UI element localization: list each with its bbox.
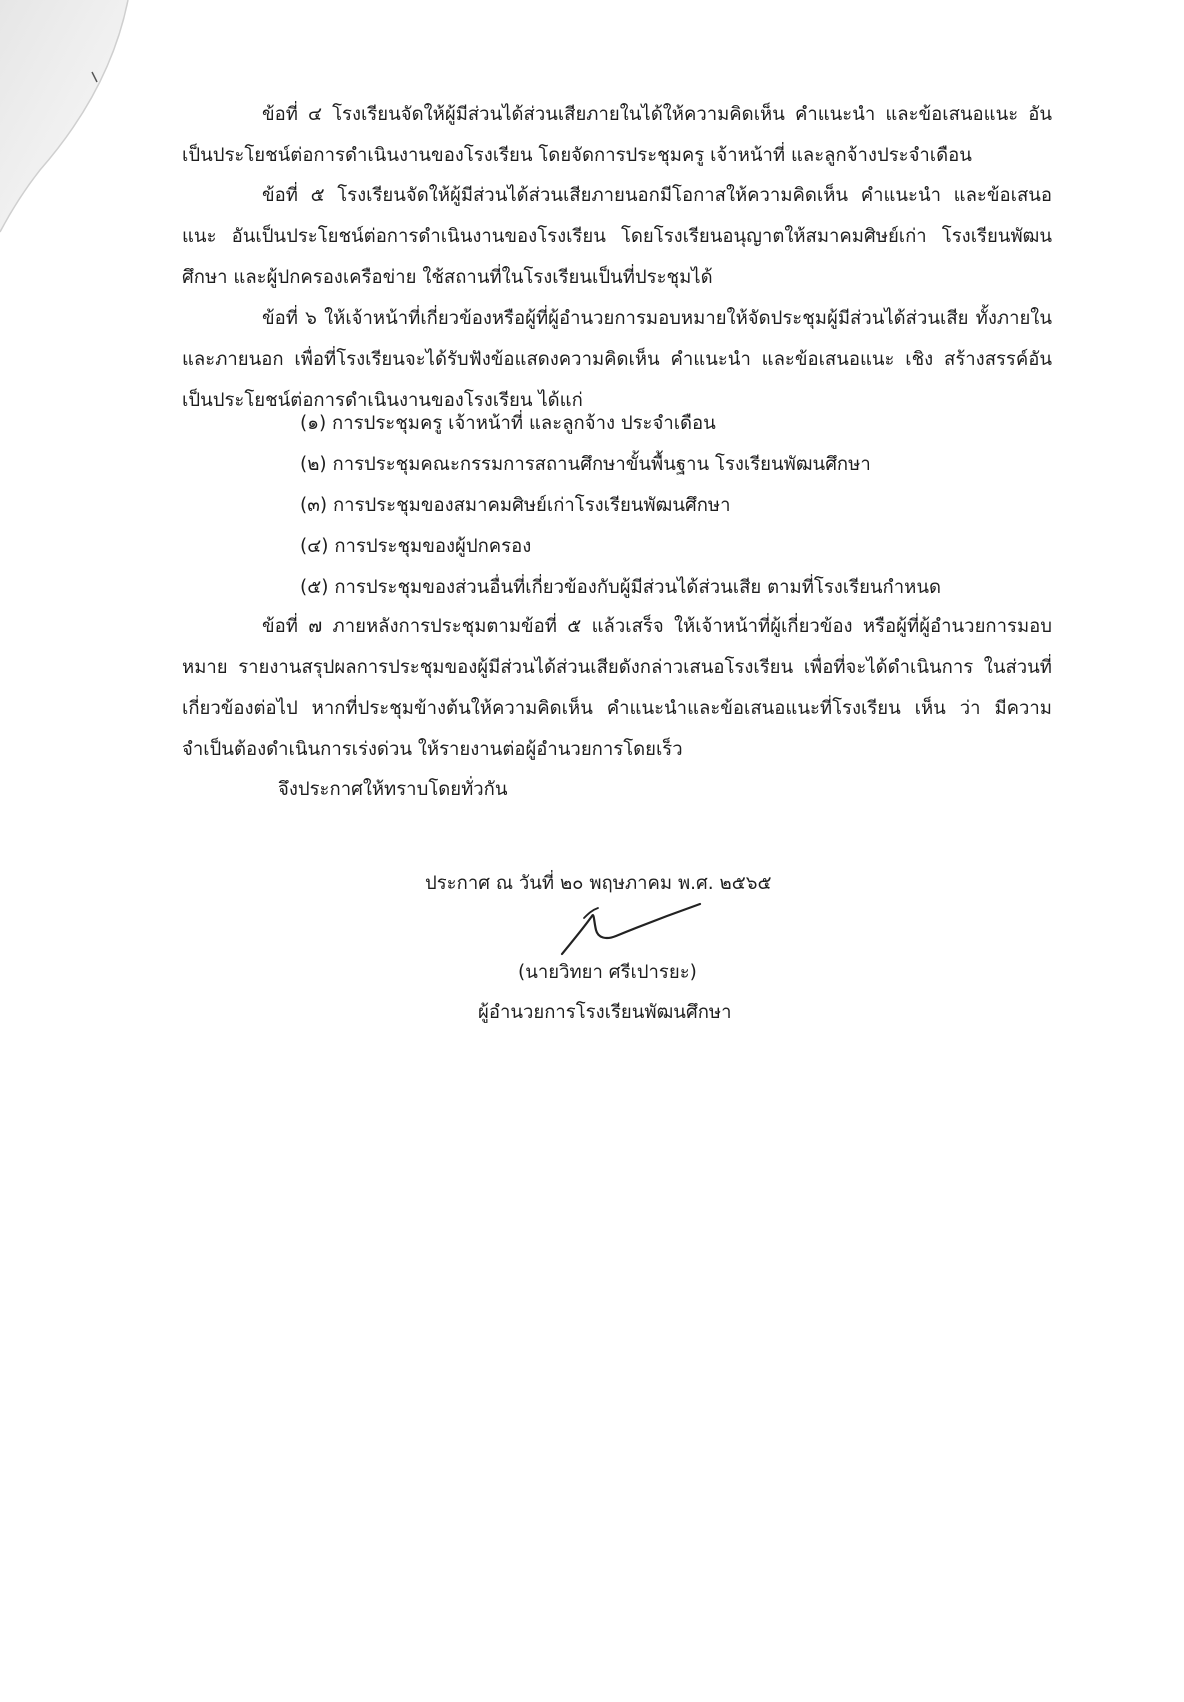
clause-4-paragraph: ข้อที่ ๔ โรงเรียนจัดให้ผู้มีส่วนได้ส่วนเสียภายในได้ให้ความคิดเห็น คำแนะนำ และข้อเสนอแนะ อันเป็นประโยชน์ต่อการดำเนินงานของโรงเรียน โดยจัดการประชุมครู เจ้าหน้าที่ และลูกจ้างประจำเดือน [182,104,1052,166]
meeting-list-item: (๑) การประชุมครู เจ้าหน้าที่ และลูกจ้าง ประจำเดือน [300,413,716,434]
clause-5-paragraph: ข้อที่ ๕ โรงเรียนจัดให้ผู้มีส่วนได้ส่วนเสียภายนอกมีโอกาสให้ความคิดเห็น คำแนะนำ และข้อเสนอแนะ อันเป็นประโยชน์ต่อการดำเนินงานของโรงเรียน โดยโรงเรียนอนุญาตให้สมาคมศิษย์เก่า โรงเรียนพัฒนศึกษา และผู้ปกครองเครือข่าย ใช้สถานที่ในโรงเรียนเป็นที่ประชุมได้ [182,185,1052,288]
clause-6-paragraph: ข้อที่ ๖ ให้เจ้าหน้าที่เกี่ยวข้องหรือผู้ที่ผู้อำนวยการมอบหมายให้จัดประชุมผู้มีส่วนได้ส่วนเสีย ทั้งภายในและภายนอก เพื่อที่โรงเรียนจะได้รับฟังข้อแสดงความคิดเห็น คำแนะนำ และข้อเสนอแนะ เชิง สร้างสรรค์อันเป็นประโยชน์ต่อการดำเนินงานของโรงเรียน ได้แก่ [182,308,1052,411]
meeting-list-item: (๒) การประชุมคณะกรรมการสถานศึกษาขั้นพื้นฐาน โรงเรียนพัฒนศึกษา [300,454,871,475]
signer-title: ผู้อำนวยการโรงเรียนพัฒนศึกษา [478,1002,732,1023]
meeting-list-item: (๕) การประชุมของส่วนอื่นที่เกี่ยวข้องกับผู้มีส่วนได้ส่วนเสีย ตามที่โรงเรียนกำหนด [300,577,941,598]
meeting-list [300,403,941,608]
announcement-date: ประกาศ ณ วันที่ ๒๐ พฤษภาคม พ.ศ. ๒๕๖๕ [425,873,772,894]
signer-name: (นายวิทยา ศรีเปารยะ) [518,962,697,983]
meeting-list-item: (๓) การประชุมของสมาคมศิษย์เก่าโรงเรียนพัฒนศึกษา [300,495,731,516]
handwritten-signature [558,900,708,960]
clause-7-paragraph: ข้อที่ ๗ ภายหลังการประชุมตามข้อที่ ๕ แล้วเสร็จ ให้เจ้าหน้าที่ผู้เกี่ยวข้อง หรือผู้ที่ผู้อำนวยการมอบหมาย รายงานสรุปผลการประชุมของผู้มีส่วนได้ส่วนเสียดังกล่าวเสนอโรงเรียน เพื่อที่จะได้ดำเนินการ ในส่วนที่เกี่ยวข้องต่อไป หากที่ประชุมข้างต้นให้ความคิดเห็น คำแนะนำและข้อเสนอแนะที่โรงเรียน เห็น ว่า มีความจำเป็นต้องดำเนินการเร่งด่วน ให้รายงานต่อผู้อำนวยการโดยเร็ว [182,616,1052,760]
meeting-list-item: (๔) การประชุมของผู้ปกครอง [300,536,532,557]
closing-statement: จึงประกาศให้ทราบโดยทั่วกัน [278,779,508,800]
